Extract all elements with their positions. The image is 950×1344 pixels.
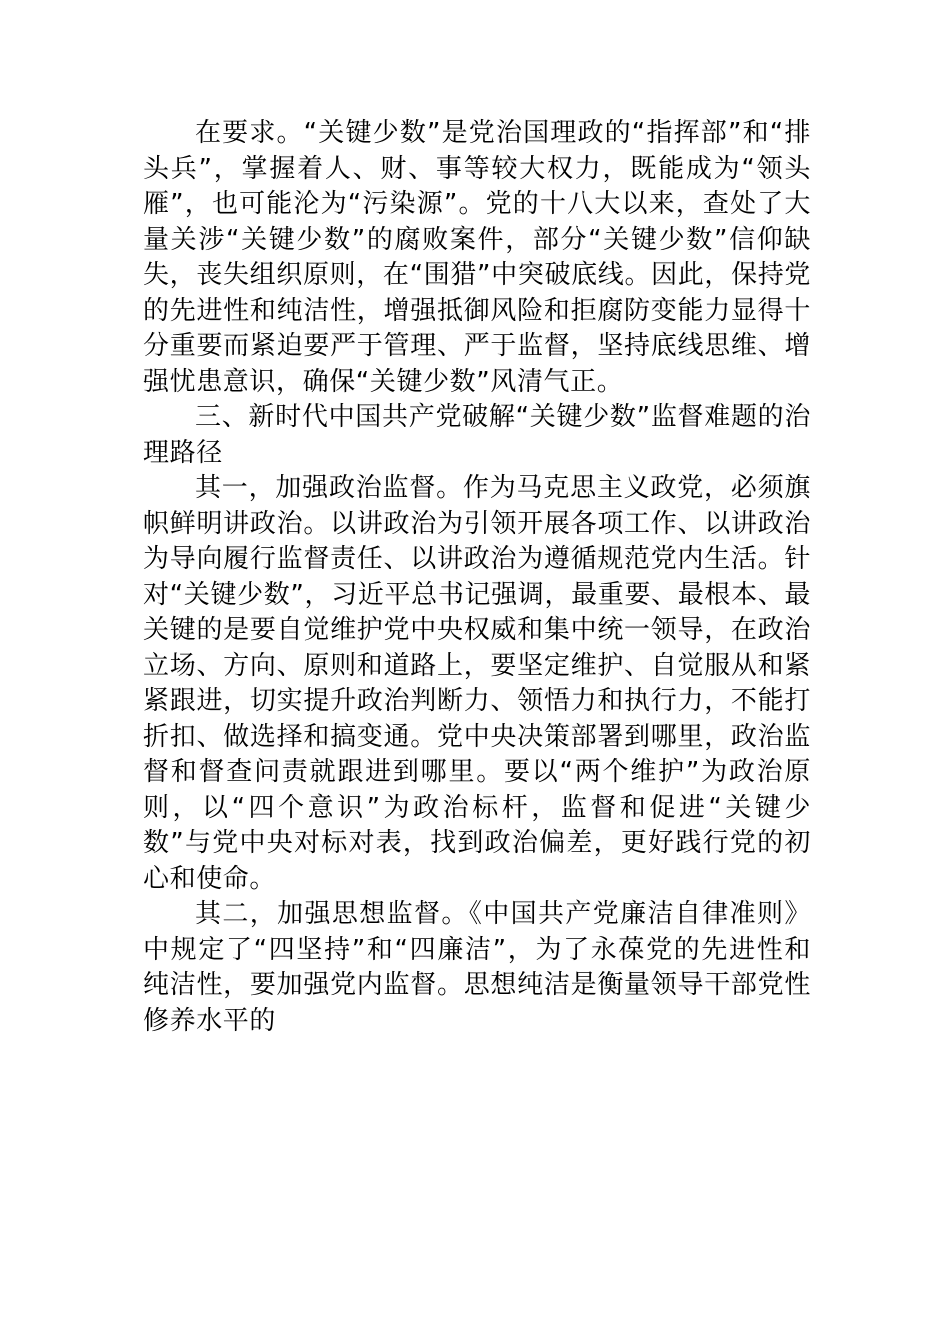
paragraph-ideological-supervision: 其二，加强思想监督。《中国共产党廉洁自律准则》中规定了“四坚持”和“四廉洁”，为了永葆党的先进性和纯洁性，要加强党内监督。思想纯洁是衡量领导干部党性修养水平的 <box>143 899 811 1036</box>
paragraph-political-supervision: 其一，加强政治监督。作为马克思主义政党，必须旗帜鲜明讲政治。以讲政治为引领开展各项工作、以讲政治为导向履行监督责任、以讲政治为遵循规范党内生活。针对“关键少数”，习近平总书记强调，最重要、最根本、最关键的是要自觉维护党中央权威和集中统一领导，在政治立场、方向、原则和道路上，要坚定维护、自觉服从和紧紧跟进，切实提升政治判断力、领悟力和执行力，不能打折扣、做选择和搞变通。党中央决策部署到哪里，政治监督和督查问责就跟进到哪里。要以“两个维护”为政治原则，以“四个意识”为政治标杆，监督和促进“关键少数”与党中央对标对表，找到政治偏差，更好践行党的初心和使命。 <box>143 473 811 894</box>
section-heading: 三、新时代中国共产党破解“关键少数”监督难题的治理路径 <box>143 402 811 468</box>
paragraph-continuation: 在要求。“关键少数”是党治国理政的“指挥部”和“排头兵”，掌握着人、财、事等较大权力，既能成为“领头雁”，也可能沦为“污染源”。党的十八大以来，查处了大量关涉“关键少数”的腐败案件，部分“关键少数”信仰缺失，丧失组织原则，在“围猎”中突破底线。因此，保持党的先进性和纯洁性，增强抵御风险和拒腐防变能力显得十分重要而紧迫要严于管理、严于监督，坚持底线思维、增强忧患意识，确保“关键少数”风清气正。 <box>143 118 811 397</box>
document-body <box>143 116 811 1039</box>
